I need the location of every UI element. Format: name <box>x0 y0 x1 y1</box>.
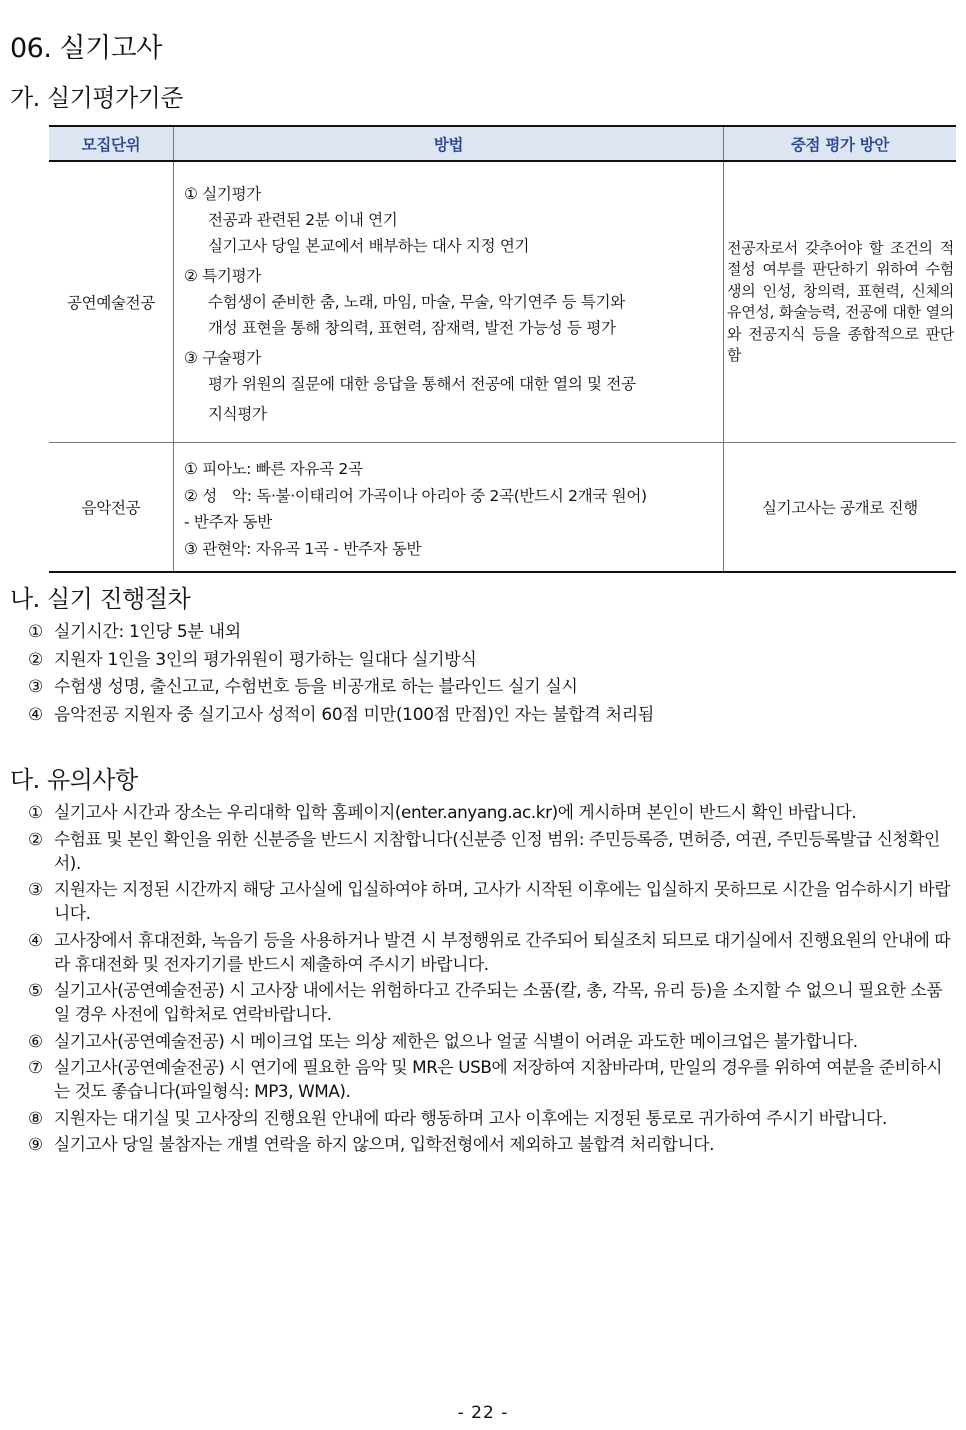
method-cell <box>174 443 724 573</box>
method-item-line: 실기고사 당일 본교에서 배부하는 대사 지정 연기 <box>208 237 530 255</box>
method-item-line: 전공과 관련된 2분 이내 연기 <box>208 211 398 229</box>
list-item <box>28 1055 956 1103</box>
notes-list <box>28 800 956 1159</box>
subsection-title-criteria: 가. 실기평가기준 <box>10 84 184 112</box>
method-item-line: 개성 표현을 통해 창의력, 표현력, 잠재력, 발전 가능성 등 평가 <box>208 319 616 337</box>
method-item-title: ③ 구술평가 <box>184 349 261 367</box>
list-item-text: 음악전공 지원자 중 실기고사 성적이 60점 미만(100점 만점)인 자는 불합격 처리됨 <box>54 704 654 725</box>
list-item-number: ⑥ <box>28 1030 43 1051</box>
list-item <box>28 619 654 647</box>
header-unit: 모집단위 <box>49 126 174 161</box>
list-item-text: 실기고사 시간과 장소는 우리대학 입학 홈페이지(enter.anyang.ac.kr)에 게시하며 본인이 반드시 확인 바랍니다. <box>54 802 857 822</box>
method-item-line: 평가 위원의 질문에 대한 응답을 통해서 전공에 대한 열의 및 전공 <box>208 375 636 393</box>
list-item-number: ① <box>28 622 43 642</box>
list-item-text: 실기고사 당일 불참자는 개별 연락을 하지 않으며, 입학전형에서 제외하고 불합격 처리합니다. <box>54 1134 715 1154</box>
method-item-line: 지식평가 <box>208 405 267 423</box>
evaluation-criteria-table <box>49 125 956 573</box>
method-cell <box>174 161 724 443</box>
list-item <box>28 1029 956 1053</box>
page-number: - 22 - <box>457 1403 509 1423</box>
section-title: 06. 실기고사 <box>10 33 162 64</box>
list-item <box>28 674 654 702</box>
method-item-line: ② 성 악: 독·불·이태리어 가곡이나 아리아 중 2곡(반드시 2개국 원어) <box>184 486 647 505</box>
list-item-text: 지원자는 지정된 시간까지 해당 고사실에 입실하여야 하며, 고사가 시작된 이후에는 입실하지 못하므로 시간을 엄수하시기 바랍니다. <box>54 879 951 923</box>
list-item <box>28 1132 956 1156</box>
list-item <box>28 978 956 1026</box>
table-row <box>49 161 956 443</box>
list-item-number: ⑧ <box>28 1107 43 1128</box>
method-item-title: ② 특기평가 <box>184 267 261 285</box>
method-item-line: ③ 관현악: 자유곡 1곡 - 반주자 동반 <box>184 539 422 558</box>
focus-cell: 실기고사는 공개로 진행 <box>762 499 918 517</box>
list-item <box>28 827 956 875</box>
header-focus: 중점 평가 방안 <box>724 126 957 161</box>
list-item-text: 실기고사(공연예술전공) 시 메이크업 또는 의상 제한은 없으나 얼굴 식별이 어려운 과도한 메이크업은 불가합니다. <box>54 1030 858 1051</box>
procedure-list <box>28 619 654 729</box>
category-cell: 음악전공 <box>49 443 174 573</box>
list-item-number: ③ <box>28 677 43 697</box>
focus-cell: 전공자로서 갖추어야 할 조건의 적절성 여부를 판단하기 위하여 수험생의 인성, 창의력, 표현력, 신체의 유연성, 화술능력, 전공에 대한 열의와 전공지식 등을 종합적으로 판단함 <box>724 161 957 443</box>
list-item-text: 지원자 1인을 3인의 평가위원이 평가하는 일대다 실기방식 <box>54 649 477 670</box>
list-item-number: ⑨ <box>28 1134 43 1154</box>
list-item-number: ① <box>28 802 43 822</box>
header-method: 방법 <box>174 126 724 161</box>
list-item <box>28 702 654 730</box>
list-item-text: 지원자는 대기실 및 고사장의 진행요원 안내에 따라 행동하며 고사 이후에는 지정된 통로로 귀가하여 주시기 바랍니다. <box>54 1107 887 1128</box>
list-item <box>28 800 956 824</box>
subsection-title-notes: 다. 유의사항 <box>10 766 138 794</box>
table-row <box>49 443 956 573</box>
list-item-number: ③ <box>28 879 43 899</box>
list-item <box>28 928 956 976</box>
list-item-text: 실기고사(공연예술전공) 시 연기에 필요한 음악 및 MR은 USB에 저장하여 지참바라며, 만일의 경우를 위하여 여분을 준비하시는 것도 좋습니다(파일형식: MP3, WMA). <box>54 1057 943 1101</box>
list-item <box>28 1106 956 1130</box>
list-item-text: 수험표 및 본인 확인을 위한 신분증을 반드시 지참합니다(신분증 인정 범위: 주민등록증, 면허증, 여권, 주민등록발급 신청확인서). <box>54 828 940 873</box>
list-item-number: ⑦ <box>28 1057 43 1077</box>
method-item-line: - 반주자 동반 <box>184 513 272 531</box>
method-item-line: ① 피아노: 빠른 자유곡 2곡 <box>184 460 363 478</box>
list-item-number: ② <box>28 828 43 849</box>
list-item-text: 수험생 성명, 출신고교, 수험번호 등을 비공개로 하는 블라인드 실기 실시 <box>54 677 578 697</box>
list-item-number: ④ <box>28 704 43 725</box>
list-item-number: ⑤ <box>28 980 43 1000</box>
list-item-number: ④ <box>28 929 43 950</box>
method-item-title: ① 실기평가 <box>184 185 261 203</box>
list-item <box>28 647 654 675</box>
list-item-text: 고사장에서 휴대전화, 녹음기 등을 사용하거나 발견 시 부정행위로 간주되어 퇴실조치 되므로 대기실에서 진행요원의 안내에 따라 휴대전화 및 전자기기를 반드시 제출하여 주시기 바랍니다. <box>54 929 951 974</box>
list-item-text: 실기고사(공연예술전공) 시 고사장 내에서는 위험하다고 간주되는 소품(칼, 총, 각목, 유리 등)을 소지할 수 없으니 필요한 소품일 경우 사전에 입학처로 연락바랍니다. <box>54 980 943 1024</box>
subsection-title-procedure: 나. 실기 진행절차 <box>10 585 191 613</box>
category-cell: 공연예술전공 <box>49 161 174 443</box>
table-header-row <box>49 126 956 161</box>
list-item-text: 실기시간: 1인당 5분 내외 <box>54 622 241 642</box>
list-item <box>28 877 956 925</box>
list-item-number: ② <box>28 649 43 670</box>
method-item-line: 수험생이 준비한 춤, 노래, 마임, 마술, 무술, 악기연주 등 특기와 <box>208 293 625 311</box>
